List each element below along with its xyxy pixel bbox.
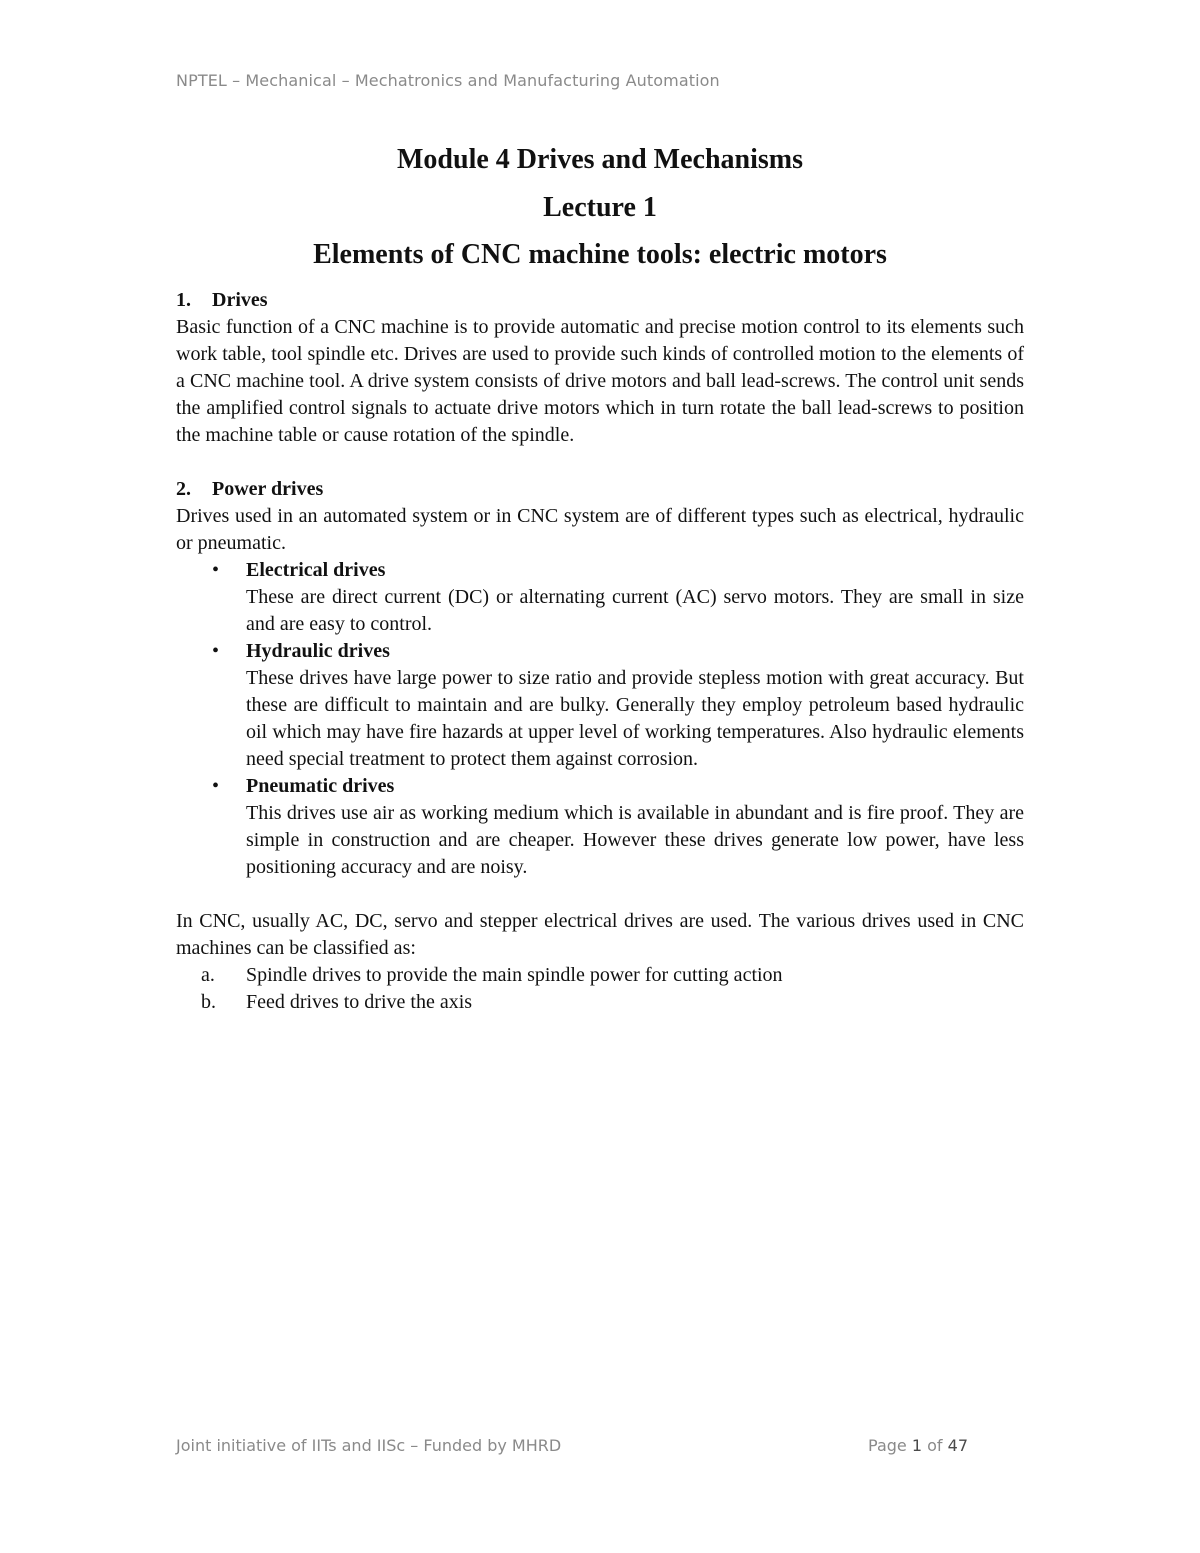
section-number: 1. — [176, 289, 191, 311]
section-heading — [176, 287, 1024, 314]
page-indicator — [868, 1436, 968, 1455]
item-title: Pneumatic drives — [246, 775, 395, 797]
list-marker: a. — [201, 964, 215, 986]
section-power-drives — [176, 476, 1024, 881]
section-heading — [176, 476, 1024, 503]
list-item — [212, 773, 1024, 881]
footer-credit: Joint initiative of IITs and IISc – Funded by MHRD — [176, 1436, 562, 1455]
list-item — [212, 557, 1024, 638]
closing-paragraph: In CNC, usually AC, DC, servo and stepper electrical drives are used. The various drives used in CNC machines can be classified as: — [176, 910, 1024, 959]
item-title: Electrical drives — [246, 559, 386, 581]
item-description: These are direct current (DC) or alternating current (AC) servo motors. They are small in size and are easy to control. — [246, 586, 1024, 635]
section-body: Basic function of a CNC machine is to provide automatic and precise motion control to its elements such work table, tool spindle etc. Drives are used to provide such kinds of controlled motion to the elements of a CNC machine tool. A drive system consists of drive motors and ball lead-screws. The control unit sends the amplified control signals to actuate drive motors which in turn rotate the ball lead-screws to position the machine table or cause rotation of the spindle. — [176, 316, 1024, 446]
bullet-icon: • — [212, 559, 220, 581]
section-title: Drives — [212, 289, 268, 311]
section-number: 2. — [176, 478, 191, 500]
item-title: Hydraulic drives — [246, 640, 390, 662]
topic-title: Elements of CNC machine tools: electric motors — [313, 239, 887, 270]
bullet-icon: • — [212, 775, 220, 797]
bullet-icon: • — [212, 640, 220, 662]
page-total: 47 — [947, 1436, 968, 1455]
item-description: This drives use air as working medium which is available in abundant and is fire proof. They are simple in construction and are cheaper. However these drives generate low power, have less positioning accuracy and are noisy. — [246, 802, 1024, 878]
list-item-text: Spindle drives to provide the main spindle power for cutting action — [246, 964, 783, 986]
lecture-title: Lecture 1 — [543, 192, 657, 223]
list-marker: b. — [201, 991, 216, 1013]
section-body: Drives used in an automated system or in CNC system are of different types such as electrical, hydraulic or pneumatic. — [176, 505, 1024, 554]
list-item-text: Feed drives to drive the axis — [246, 991, 473, 1013]
drive-types-list — [176, 557, 1024, 881]
list-item — [201, 989, 1024, 1016]
section-title: Power drives — [212, 478, 324, 500]
item-description: These drives have large power to size ratio and provide stepless motion with great accuracy. But these are difficult to maintain and are bulky. Generally they employ petroleum based hydraulic oil which may have fire hazards at upper level of working temperatures. Also hydraulic elements need special treatment to protect them against corrosion. — [246, 667, 1024, 770]
section-drives — [176, 287, 1024, 449]
page-number: 1 — [911, 1436, 923, 1455]
classification-list — [176, 962, 1024, 1016]
module-title: Module 4 Drives and Mechanisms — [397, 144, 803, 175]
page-content — [176, 140, 1024, 1016]
list-item — [212, 638, 1024, 773]
page-of: of — [922, 1436, 948, 1455]
list-item — [201, 962, 1024, 989]
running-header: NPTEL – Mechanical – Mechatronics and Manufacturing Automation — [176, 71, 720, 90]
page-prefix: Page — [868, 1436, 912, 1455]
